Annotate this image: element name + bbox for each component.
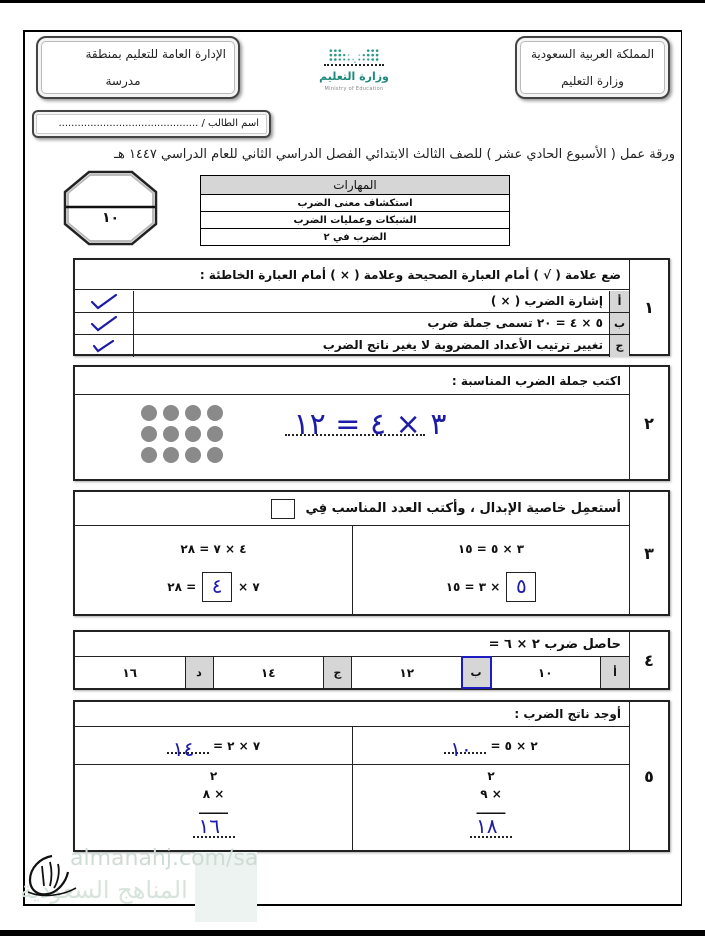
- equation-part: × ٣ = ١٥: [445, 580, 501, 594]
- question-number: ٣: [629, 492, 668, 614]
- country-name: المملكة العربية السعودية: [530, 47, 655, 61]
- dot: [207, 447, 223, 463]
- product-left-top: [75, 727, 352, 765]
- country-box: [515, 36, 670, 99]
- ministry-name: وزارة التعليم: [561, 74, 624, 88]
- skill-item: الشبكات وعمليات الضرب: [201, 212, 510, 229]
- bottom-bar: [0, 930, 705, 936]
- handwritten-answer: ١٠: [450, 736, 472, 761]
- statement-text: ٥ × ٤ = ٢٠ تسمى جملة ضرب: [133, 313, 609, 334]
- question-number: ٢: [629, 367, 668, 479]
- dot-array: [135, 405, 223, 463]
- empty-box-icon: [271, 499, 295, 519]
- option-value-b[interactable]: ١٢: [399, 666, 415, 680]
- equation-part: ٧ ×: [238, 580, 260, 594]
- answer-blank[interactable]: [444, 736, 486, 761]
- option-value-a[interactable]: ١٠: [537, 666, 553, 680]
- option-letter-a[interactable]: أ: [600, 657, 629, 688]
- question-instruction: أستعمِل خاصية الإبدال ، وأكتب العدد المناسب فِي: [305, 501, 621, 516]
- question-instruction-row: [75, 492, 629, 526]
- vertical-product-right: [352, 765, 629, 850]
- total-score: ١٠: [101, 210, 120, 226]
- commutative-left: [75, 526, 352, 614]
- statement-letter: ب: [609, 313, 629, 334]
- statement-row: [75, 335, 629, 357]
- dot: [185, 447, 201, 463]
- dot: [163, 405, 179, 421]
- question-number: ١: [629, 260, 668, 354]
- dot: [163, 426, 179, 442]
- equation: ٤ × ٧ = ٢٨: [180, 542, 247, 556]
- vertical-product-left: [75, 765, 352, 850]
- option-value-d[interactable]: ١٦: [122, 666, 138, 680]
- skills-header: المهارات: [201, 176, 510, 195]
- multiplier: × ٩: [480, 787, 502, 801]
- watermark-url: almanahj.com/sa: [70, 846, 259, 871]
- signature-logo-icon: [22, 852, 80, 900]
- option-letter-b-selected[interactable]: ب: [462, 657, 491, 688]
- product-right-top: [352, 727, 629, 765]
- handwritten-answer: ١٤: [172, 736, 195, 761]
- worksheet-title: ورقة عمل ( الأسبوع الحادي عشر ) للصف الثالث الابتدائي الفصل الدراسي الثاني للعام الدراسي ١٤٤٧ هـ: [114, 147, 675, 162]
- answer-blank[interactable]: [353, 813, 629, 838]
- handwritten-answer: ١٦: [198, 813, 220, 838]
- multiplier: × ٨: [202, 787, 225, 801]
- dot: [141, 426, 157, 442]
- option-letter-d[interactable]: د: [185, 657, 214, 688]
- answer-blank[interactable]: [75, 813, 352, 838]
- option-value-c[interactable]: ١٤: [260, 666, 276, 680]
- education-admin-label: الإدارة العامة للتعليم بمنطقة: [85, 47, 226, 61]
- ministry-logo: [318, 46, 390, 96]
- logo-english-text: Ministry of Education: [324, 86, 384, 92]
- statement-text: تغيير ترتيب الأعداد المضروبة لا يغير ناتج الضرب: [133, 335, 609, 357]
- result-line: ـــــــ: [199, 803, 228, 817]
- expression: ٢ × ٥ =: [490, 739, 538, 753]
- question-instruction: اكتب جملة الضرب المناسبة :: [75, 367, 629, 395]
- checkmark-icon: [89, 291, 119, 311]
- school-label: مدرسة: [105, 74, 141, 88]
- handwritten-answer[interactable]: ٣ × ٤ = ١٢: [293, 407, 447, 442]
- question-2: [73, 365, 670, 481]
- statement-text: إشارة الضرب ( × ): [133, 291, 609, 312]
- answer-box[interactable]: ٥: [506, 572, 536, 602]
- answer-cell[interactable]: [75, 313, 133, 334]
- checkmark-icon: [89, 335, 119, 355]
- multiplicand: ٢: [209, 769, 218, 783]
- answer-blank[interactable]: [167, 736, 209, 761]
- skill-item: الضرب في ٢: [201, 229, 510, 246]
- statement-letter: أ: [609, 291, 629, 312]
- question-5: [73, 700, 670, 852]
- student-name-field[interactable]: اسم الطالب / ............................................: [32, 110, 271, 138]
- answer-cell[interactable]: [75, 335, 133, 357]
- skills-table: [200, 175, 510, 246]
- dot: [185, 405, 201, 421]
- multiplicand: ٢: [487, 769, 495, 783]
- dot: [207, 426, 223, 442]
- question-instruction: حاصل ضرب ٢ × ٦ =: [75, 632, 629, 657]
- handwritten-answer: ١٨: [476, 813, 498, 838]
- equation: ٣ × ٥ = ١٥: [457, 542, 525, 556]
- options-row: [75, 657, 629, 688]
- question-number: ٥: [629, 702, 668, 850]
- logo-dots-icon: [324, 48, 384, 66]
- question-number: ٤: [629, 632, 668, 688]
- question-1: [73, 258, 670, 356]
- equation-part: = ٢٨: [167, 580, 197, 594]
- question-3: [73, 490, 670, 616]
- checkmark-icon: [89, 313, 119, 333]
- answer-cell[interactable]: [75, 291, 133, 312]
- dot: [207, 405, 223, 421]
- top-bar: [0, 0, 705, 3]
- score-octagon-icon: [63, 170, 158, 246]
- question-4: [73, 630, 670, 690]
- admin-box: [36, 36, 240, 99]
- dot: [141, 447, 157, 463]
- expression: ٧ × ٢ =: [212, 739, 261, 753]
- statement-row: [75, 313, 629, 335]
- commutative-right: [352, 526, 629, 614]
- option-letter-c[interactable]: ج: [323, 657, 352, 688]
- logo-arabic-text: وزارة التعليم: [319, 70, 389, 83]
- watermark-arabic: المناهج السعودية: [20, 876, 188, 904]
- equation-with-blank: [75, 572, 352, 602]
- statement-row: [75, 291, 629, 313]
- dot: [141, 405, 157, 421]
- equation-with-blank: [353, 572, 629, 602]
- dot: [163, 447, 179, 463]
- question-instruction: ضع علامة ( √ ) أمام العبارة الصحيحة وعلامة ( × ) أمام العبارة الخاطئة :: [75, 260, 629, 290]
- skill-item: استكشاف معنى الضرب: [201, 195, 510, 212]
- dot: [185, 426, 201, 442]
- answer-box[interactable]: ٤: [202, 572, 232, 602]
- statement-letter: ج: [609, 335, 629, 357]
- result-line: ـــــــ: [476, 803, 506, 817]
- question-instruction: أوجد ناتج الضرب :: [75, 702, 629, 727]
